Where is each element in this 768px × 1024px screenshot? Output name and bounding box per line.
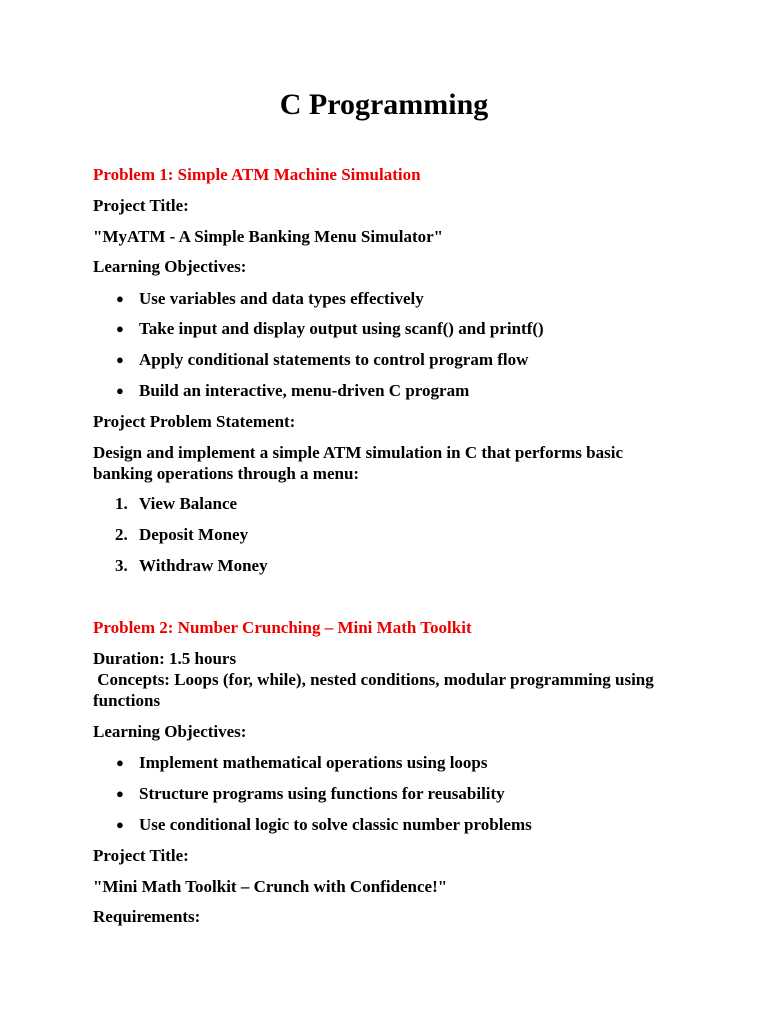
list-item-text: Deposit Money	[139, 525, 249, 544]
project-title-text: "Mini Math Toolkit – Crunch with Confidence!"	[93, 877, 448, 896]
list-item-text: Structure programs using functions for reusability	[139, 784, 505, 803]
list-item-text: Use conditional logic to solve classic number problems	[139, 815, 532, 834]
bullet-icon: ●	[116, 817, 124, 832]
bullet-icon: ●	[116, 352, 124, 367]
problem-2-heading: Problem 2: Number Crunching – Mini Math Toolkit	[93, 618, 472, 637]
list-item-text: Use variables and data types effectively	[139, 289, 424, 308]
problem-1-heading: Problem 1: Simple ATM Machine Simulation	[93, 165, 421, 184]
list-item-text: Build an interactive, menu-driven C program	[139, 381, 470, 400]
list-item-text: Take input and display output using scanf() and printf()	[139, 319, 544, 338]
project-title-text: "MyATM - A Simple Banking Menu Simulator"	[93, 227, 444, 246]
learning-objectives-label: Learning Objectives:	[93, 722, 247, 741]
problem-statement-label: Project Problem Statement:	[93, 412, 296, 431]
learning-objectives-label: Learning Objectives:	[93, 257, 247, 276]
project-title-label: Project Title:	[93, 196, 189, 215]
list-item-text: Apply conditional statements to control program flow	[139, 350, 529, 369]
bullet-icon: ●	[116, 321, 124, 336]
bullet-icon: ●	[116, 755, 124, 770]
list-item-number: 2.	[115, 525, 128, 544]
list-item-text: View Balance	[139, 494, 238, 513]
document-title: C Programming	[279, 88, 489, 121]
bullet-icon: ●	[116, 786, 124, 801]
list-item-text: Withdraw Money	[139, 556, 268, 575]
requirements-label: Requirements:	[93, 907, 201, 926]
concepts-text: Concepts: Loops (for, while), nested conditions, modular programming using functions	[93, 670, 654, 710]
bullet-icon: ●	[116, 383, 124, 398]
duration-text: Duration: 1.5 hours	[93, 649, 237, 668]
list-item-text: Implement mathematical operations using loops	[139, 753, 488, 772]
list-item-number: 1.	[115, 494, 128, 513]
problem-statement-text: Design and implement a simple ATM simulation in C that performs basic banking operations through a menu:	[93, 443, 624, 483]
list-item-number: 3.	[115, 556, 128, 575]
project-title-label: Project Title:	[93, 846, 189, 865]
bullet-icon: ●	[116, 291, 124, 306]
